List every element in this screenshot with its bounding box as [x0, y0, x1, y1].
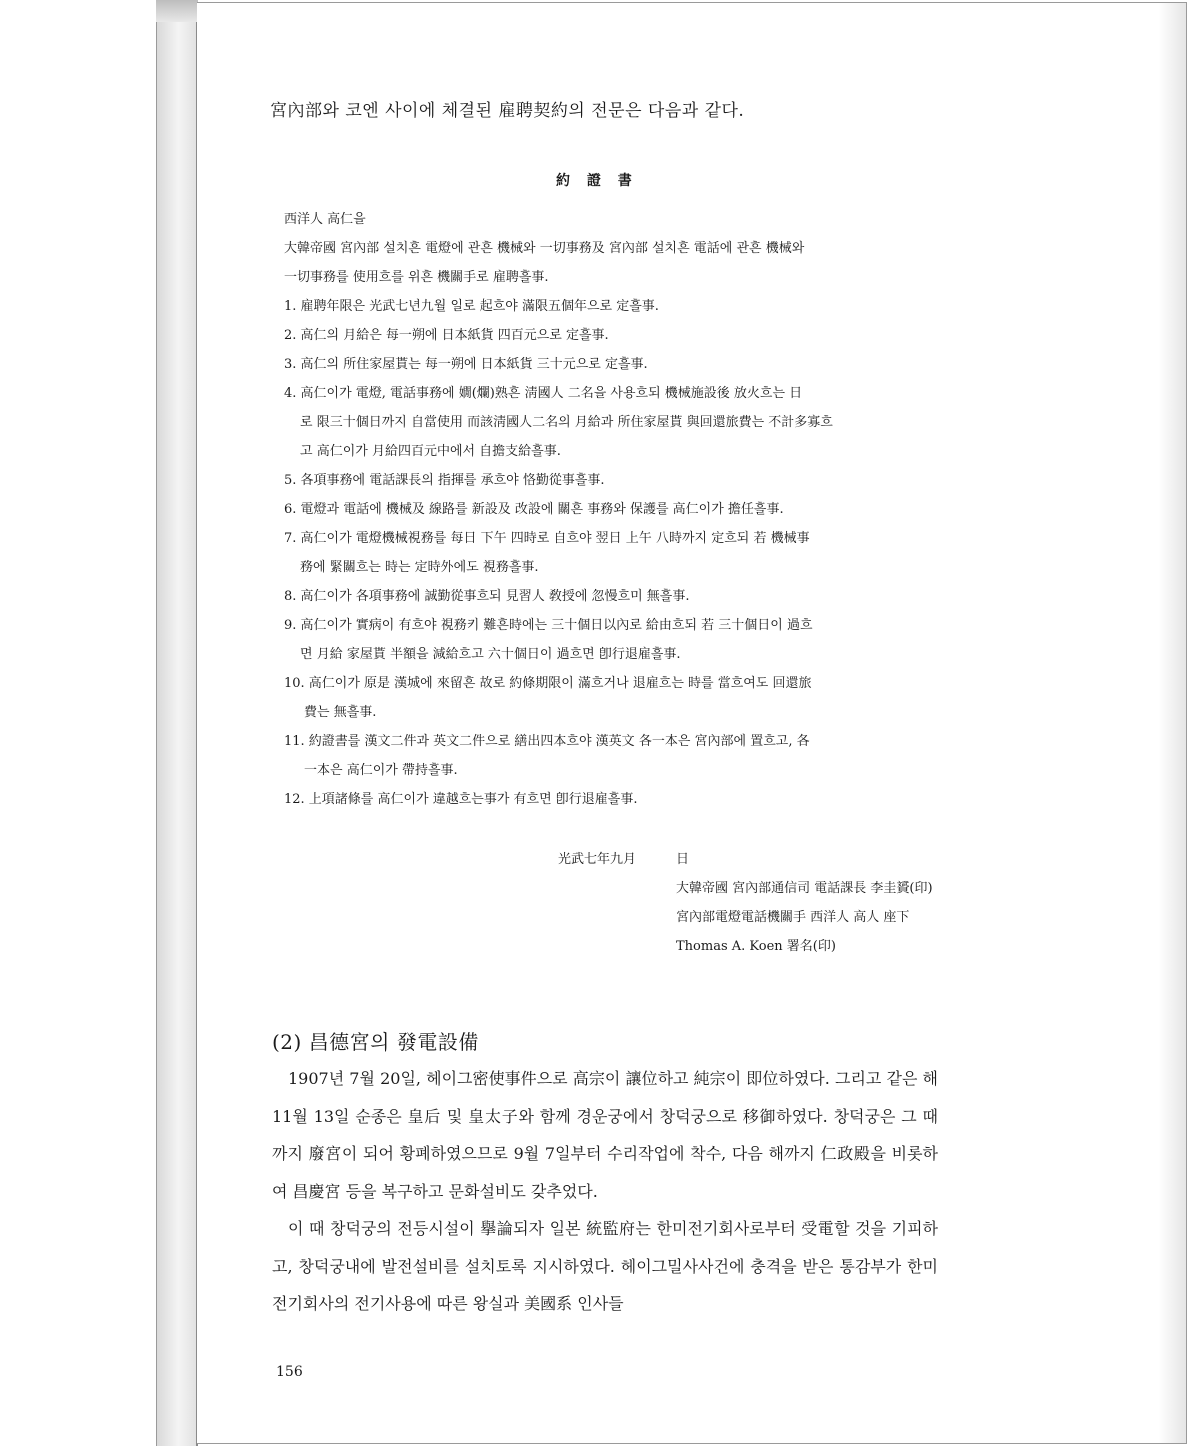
- body-text: [272, 1060, 938, 1323]
- contract-line: 費는 無흘事.: [304, 705, 377, 720]
- signature-line: Thomas A. Koen 署名(印): [676, 939, 836, 954]
- contract-line: 10. 高仁이가 原是 漢城에 來留흔 故로 約條期限이 滿흐거나 退雇흐는 時를 當흐여도 回還旅: [284, 676, 812, 691]
- page-number: 156: [276, 1364, 303, 1380]
- body-paragraph: 1907년 7월 20일, 헤이그密使事件으로 高宗이 讓位하고 純宗이 即位하였다. 그리고 같은 해 11월 13일 순종은 皇后 및 皇太子와 함께 경운궁에서 창덕궁으로 移御하였다. 창덕궁은 그 때까지 廢宮이 되어 황폐하였으므로 9월 7일부터 수리작업에 착수, 다음 해까지 仁政殿을 비롯하여 昌慶宮 등을 복구하고 문화설비도 갖추었다.: [272, 1069, 938, 1201]
- contract-line: 1. 雇聘年限은 光武七년九월 일로 起흐야 滿限五個年으로 定흘事.: [284, 299, 659, 314]
- document-title: 約 證 書: [556, 173, 638, 189]
- contract-line: 一切事務를 使用흐를 위흔 機關手로 雇聘흘事.: [284, 270, 549, 285]
- contract-line: 7. 高仁이가 電燈機械視務를 每日 下午 四時로 自흐야 翌日 上午 八時까지 定흐되 若 機械事: [284, 531, 810, 546]
- signature-date: 光武七年九月: [558, 852, 637, 867]
- contract-line: 5. 各項事務에 電話課長의 指揮를 承흐야 恪勤從事흘事.: [284, 473, 605, 488]
- contract-line: 면 月給 家屋貰 半額을 減給흐고 六十個日이 過흐면 卽行退雇흘事.: [300, 647, 681, 662]
- contract-line: 4. 高仁이가 電燈, 電話事務에 嫺(爛)熟흔 淸國人 二名을 사용흐되 機械施設後 放火흐는 日: [284, 386, 803, 401]
- contract-line: 6. 電燈과 電話에 機械及 線路를 新設及 改設에 關흔 事務와 保護를 高仁이가 擔任흘事.: [284, 502, 784, 517]
- book-spine-top: [156, 0, 198, 22]
- contract-line: 고 高仁이가 月給四百元中에서 自擔支給흘事.: [300, 444, 561, 459]
- signature-day: 日: [676, 852, 690, 867]
- section-heading: (2) 昌德宮의 發電設備: [272, 1030, 479, 1054]
- contract-line: 9. 高仁이가 實病이 有흐야 視務키 難흔時에는 三十個日以內로 給由흐되 若 三十個日이 過흐: [284, 618, 813, 633]
- body-paragraph: 이 때 창덕궁의 전등시설이 擧論되자 일본 統監府는 한미전기회사로부터 受電할 것을 기피하고, 창덕궁내에 발전설비를 설치토록 지시하였다. 헤이그밀사사건에 충격을 받은 통감부가 한미전기회사의 전기사용에 따른 왕실과 美國系 인사들: [272, 1219, 938, 1313]
- contract-line: 로 限三十個日까지 自當使用 而該淸國人二名의 月給과 所住家屋貰 與回還旅費는 不計多寡흐: [300, 415, 833, 430]
- contract-line: 11. 約證書를 漢文二件과 英文二件으로 繕出四本흐야 漢英文 各一本은 宮內部에 置흐고, 各: [284, 734, 810, 749]
- signature-line: 宮內部電燈電話機關手 西洋人 高人 座下: [676, 910, 910, 925]
- contract-line: 一本은 高仁이가 帶持흘事.: [304, 763, 458, 778]
- contract-line: 8. 高仁이가 各項事務에 誠勤從事흐되 見習人 敎授에 忽慢흐미 無흘事.: [284, 589, 690, 604]
- contract-line: 大韓帝國 宮內部 설치흔 電燈에 관흔 機械와 一切事務及 宮內部 설치흔 電話에 관흔 機械와: [284, 241, 805, 256]
- book-spine: [156, 0, 198, 1446]
- contract-line: 西洋人 高仁을: [284, 212, 366, 227]
- signature-line: 大韓帝國 宮內部通信司 電話課長 李圭贇(印): [676, 881, 933, 896]
- intro-sentence: 宮內部와 코엔 사이에 체결된 雇聘契約의 전문은 다음과 같다.: [270, 101, 745, 121]
- contract-line: 12. 上項諸條를 高仁이가 違越흐는事가 有흐면 卽行退雇흘事.: [284, 792, 638, 807]
- contract-line: 3. 高仁의 所住家屋貰는 每一朔에 日本紙貨 三十元으로 定흘事.: [284, 357, 648, 372]
- contract-line: 務에 緊關흐는 時는 定時外에도 視務흘事.: [300, 560, 539, 575]
- contract-text: [284, 205, 924, 814]
- page-edge-shadow: [1158, 3, 1186, 1443]
- contract-line: 2. 高仁의 月給은 每一朔에 日本紙貨 四百元으로 定흘事.: [284, 328, 609, 343]
